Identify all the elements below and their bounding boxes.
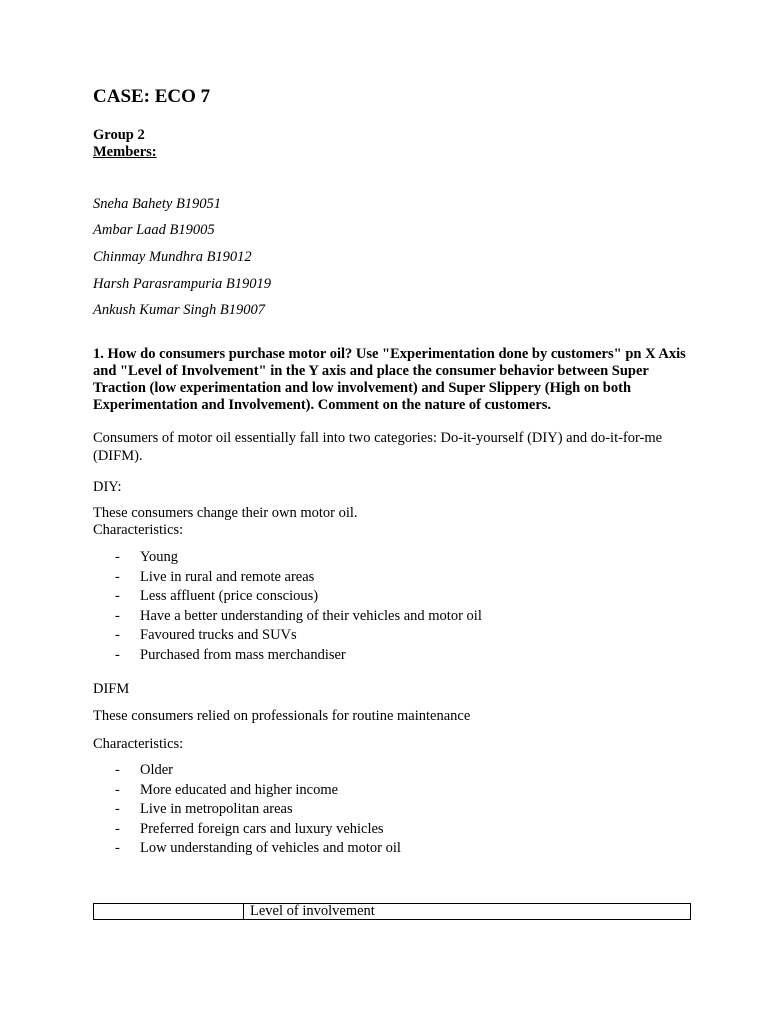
member-name: Harsh Parasrampuria B19019 [93,276,272,292]
list-item-text: Older [140,762,174,778]
diy-characteristics-label: Characteristics: [93,522,184,538]
group-name: Group 2 [93,127,145,143]
list-item-text: Young [140,549,179,565]
difm-description: These consumers relied on professionals for routine maintenance [93,708,471,724]
list-item [93,839,401,859]
difm-characteristics-list [93,761,401,859]
dash-bullet: - [115,801,120,818]
dash-bullet: - [115,840,120,857]
case-title: CASE: ECO 7 [93,86,211,107]
list-item [93,800,401,820]
involvement-table [93,903,691,920]
member-name: Sneha Bahety B19051 [93,196,222,212]
difm-characteristics-label: Characteristics: [93,736,184,752]
group-block [93,127,157,161]
list-item [93,626,482,646]
dash-bullet: - [115,820,120,837]
list-item-text: Favoured trucks and SUVs [140,627,297,644]
member-name: Chinmay Mundhra B19012 [93,249,252,265]
list-item [93,587,482,607]
dash-bullet: - [115,549,120,565]
table-cell [94,904,244,920]
list-item [93,548,482,568]
list-item [93,568,482,588]
dash-bullet: - [115,646,120,663]
dash-bullet: - [115,762,120,778]
list-item [93,646,482,666]
table-cell-level-of-involvement: Level of involvement [244,904,691,920]
dash-bullet: - [115,781,120,798]
list-item [93,761,401,781]
dash-bullet: - [115,627,120,644]
dash-bullet: - [115,607,120,624]
members-label: Members: [93,144,157,160]
list-item-text: Live in rural and remote areas [140,568,315,585]
list-item-text: More educated and higher income [140,781,339,798]
list-item [93,781,401,801]
dash-bullet: - [115,568,120,585]
diy-characteristics-list [93,548,482,666]
table-row [94,904,691,920]
list-item-text: Low understanding of vehicles and motor oil [140,840,401,857]
intro-paragraph: Consumers of motor oil essentially fall into two categories: Do-it-yourself (DIY) and do-it-for-me (DIFM). [93,430,663,464]
member-name: Ambar Laad B19005 [93,222,215,238]
list-item-text: Live in metropolitan areas [140,801,293,818]
list-item-text: Preferred foreign cars and luxury vehicles [140,820,384,837]
difm-heading: DIFM [93,681,130,697]
list-item-text: Have a better understanding of their vehicles and motor oil [140,607,482,624]
list-item [93,607,482,627]
diy-description: These consumers change their own motor oil. [93,505,358,521]
dash-bullet: - [115,588,120,605]
question-text: 1. How do consumers purchase motor oil? Use "Experimentation done by customers" pn X Axis and "Level of Involvement" in the Y axis and place the consumer behavior between Super Traction (low experimentation and low involvement) and Super Slippery (High on both Experimentation and Involvement). Comment on the nature of customers. [93,346,686,413]
diy-heading: DIY: [93,479,122,495]
list-item [93,820,401,840]
list-item-text: Purchased from mass merchandiser [140,646,346,663]
member-name: Ankush Kumar Singh B19007 [93,302,265,318]
list-item-text: Less affluent (price conscious) [140,588,319,605]
